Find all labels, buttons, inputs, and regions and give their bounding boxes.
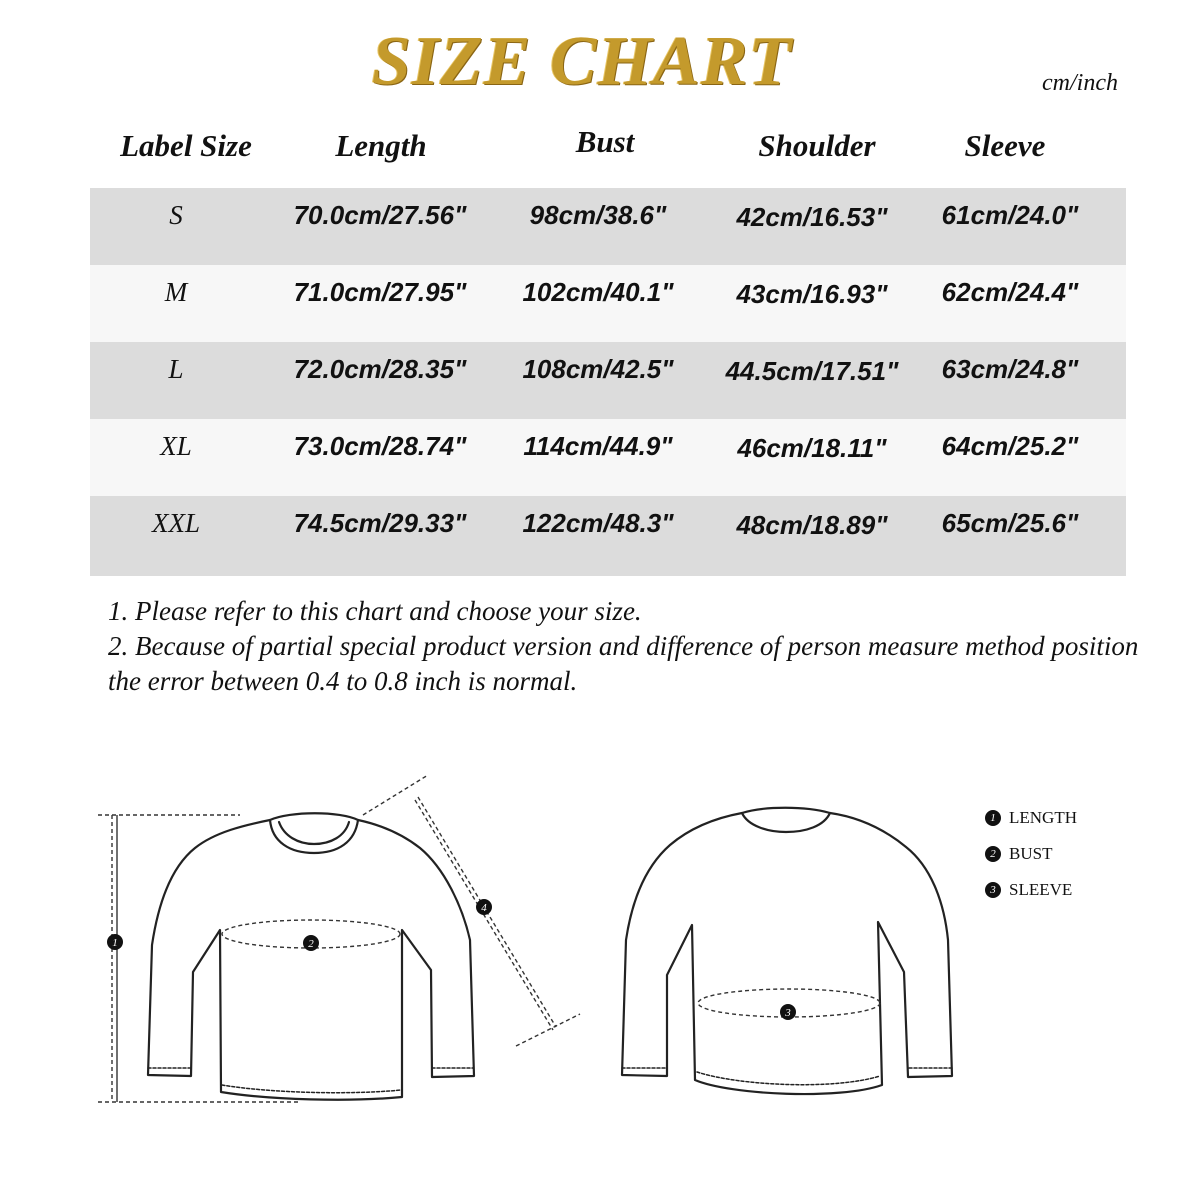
table-row (90, 265, 1126, 342)
svg-text:2: 2 (308, 938, 314, 950)
page-title: SIZE CHART (371, 23, 793, 100)
cell-sleeve: 64cm/25.2" (941, 431, 1079, 461)
marker-4 (476, 899, 492, 915)
cell-length: 70.0cm/27.56" (293, 200, 467, 230)
cell-size: L (168, 354, 184, 384)
legend-item (985, 844, 1077, 880)
cell-bust: 114cm/44.9" (523, 431, 673, 461)
cell-bust: 98cm/38.6" (529, 200, 667, 230)
cell-sleeve: 62cm/24.4" (941, 277, 1079, 307)
cell-shoulder: 48cm/18.89" (736, 510, 888, 540)
cell-sleeve: 65cm/25.6" (941, 508, 1079, 538)
table-row (90, 419, 1126, 496)
front-shirt-drawing (148, 813, 474, 1099)
cell-size: M (164, 277, 188, 307)
cell-shoulder: 46cm/18.11" (737, 433, 887, 463)
table-row (90, 188, 1126, 265)
back-shirt-drawing (622, 808, 952, 1094)
legend-label: SLEEVE (1009, 880, 1073, 899)
svg-text:1: 1 (112, 937, 118, 949)
legend-marker: 3 (985, 882, 1001, 898)
header-length: Length (335, 128, 427, 163)
table-header (90, 120, 1126, 186)
svg-text:4: 4 (481, 902, 487, 914)
cell-sleeve: 61cm/24.0" (941, 200, 1079, 230)
cell-sleeve: 63cm/24.8" (941, 354, 1079, 384)
cell-shoulder: 42cm/16.53" (736, 202, 888, 232)
legend-item (985, 880, 1077, 916)
cell-length: 71.0cm/27.95" (293, 277, 467, 307)
header-sleeve: Sleeve (964, 128, 1046, 163)
size-table (90, 188, 1126, 576)
cell-bust: 122cm/48.3" (522, 508, 674, 538)
cell-shoulder: 43cm/16.93" (736, 279, 888, 309)
cell-length: 72.0cm/28.35" (293, 354, 467, 384)
cell-length: 73.0cm/28.74" (293, 431, 467, 461)
note-2: 2. Because of partial special product version and difference of person measure method position the error between 0.4 to 0.8 inch is normal. (108, 631, 1139, 696)
cell-size: XXL (151, 508, 201, 538)
legend-item (985, 808, 1077, 844)
table-row (90, 496, 1126, 576)
cell-length: 74.5cm/29.33" (293, 508, 467, 538)
cell-size: XL (160, 431, 192, 461)
table-row (90, 342, 1126, 419)
legend-label: LENGTH (1009, 808, 1077, 827)
legend-marker: 2 (985, 846, 1001, 862)
unit-label: cm/inch (1042, 70, 1118, 96)
header-shoulder: Shoulder (758, 128, 876, 163)
marker-1 (107, 934, 123, 950)
cell-size: S (169, 200, 183, 230)
legend (985, 808, 1077, 916)
cell-bust: 102cm/40.1" (522, 277, 674, 307)
notes (108, 594, 1168, 699)
legend-label: BUST (1009, 844, 1053, 863)
header-label-size: Label Size (120, 128, 252, 163)
marker-2 (303, 935, 319, 951)
note-1: 1. Please refer to this chart and choose your size. (108, 596, 642, 626)
legend-marker: 1 (985, 810, 1001, 826)
cell-shoulder: 44.5cm/17.51" (725, 356, 899, 386)
svg-text:3: 3 (785, 1007, 791, 1019)
marker-3 (780, 1004, 796, 1020)
cell-bust: 108cm/42.5" (522, 354, 674, 384)
header-bust: Bust (575, 124, 635, 159)
